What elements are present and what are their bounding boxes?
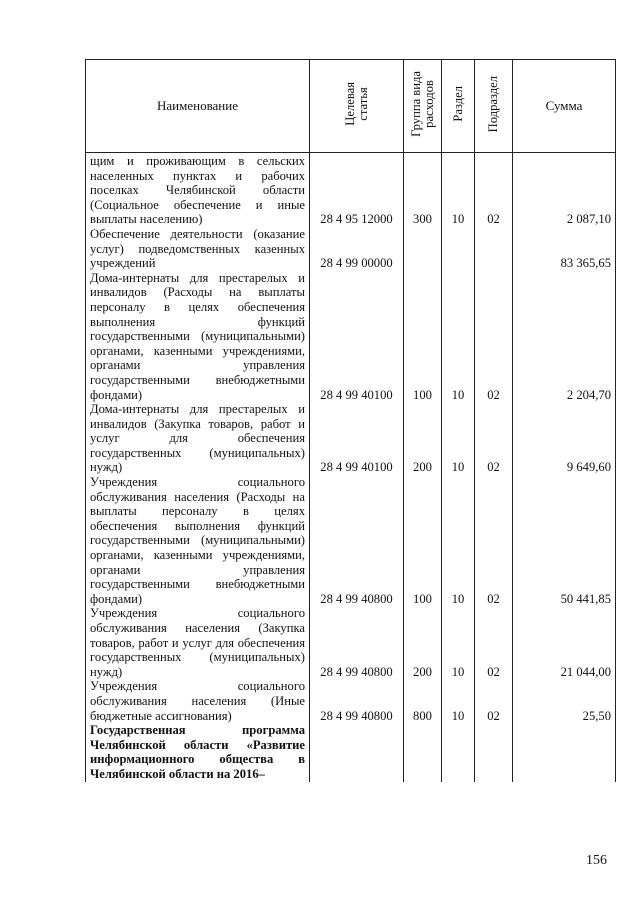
- row-name: Дома-интернаты для престарелых и инвалидов (Расходы на выплаты персоналу в целях обеспечения выполнения функций государственными (муниципальными) органами, казенными учреждениями, органами управления государственными внебюджетными фондами): [86, 271, 310, 402]
- row-amount: 9 649,60: [513, 402, 616, 475]
- table-row: [86, 475, 616, 606]
- header-target-article: Целевая статья: [310, 60, 404, 153]
- table-row: [86, 402, 616, 475]
- row-section: 10: [442, 606, 475, 679]
- row-section: 10: [442, 679, 475, 723]
- table-body: [86, 153, 616, 782]
- row-group: 200: [404, 606, 442, 679]
- row-name: щим и проживающим в сельских населенных пунктах и рабочих поселках Челябинской области (Социальное обеспечение и иные выплаты населению): [86, 153, 310, 227]
- row-subsection: 02: [475, 153, 513, 227]
- row-amount: 21 044,00: [513, 606, 616, 679]
- row-section: 10: [442, 153, 475, 227]
- header-section: Раздел: [442, 60, 475, 153]
- row-amount: 2 087,10: [513, 153, 616, 227]
- row-subsection: 02: [475, 271, 513, 402]
- row-code: 28 4 95 12000: [310, 153, 404, 227]
- row-section: 10: [442, 402, 475, 475]
- row-amount: 50 441,85: [513, 475, 616, 606]
- row-name: Учреждения социального обслуживания населения (Расходы на выплаты персоналу в целях обеспечения выполнения функций государственными (муниципальными) органами, казенными учреждениями, органами управления государственными внебюджетными фондами): [86, 475, 310, 606]
- table-row: [86, 227, 616, 271]
- row-group: 800: [404, 679, 442, 723]
- row-subsection: 02: [475, 606, 513, 679]
- row-subsection: 02: [475, 679, 513, 723]
- row-group: 100: [404, 475, 442, 606]
- row-amount: [513, 723, 616, 781]
- row-code: 28 4 99 00000: [310, 227, 404, 271]
- row-section: [442, 227, 475, 271]
- row-section: 10: [442, 475, 475, 606]
- row-amount: 25,50: [513, 679, 616, 723]
- table-row: [86, 606, 616, 679]
- row-code: 28 4 99 40100: [310, 271, 404, 402]
- row-code: 28 4 99 40800: [310, 606, 404, 679]
- row-name: Дома-интернаты для престарелых и инвалидов (Закупка товаров, работ и услуг для обеспечения государственных (муниципальных) нужд): [86, 402, 310, 475]
- row-code: 28 4 99 40800: [310, 679, 404, 723]
- table-row: [86, 723, 616, 781]
- row-name: Учреждения социального обслуживания населения (Закупка товаров, работ и услуг для обеспечения государственных (муниципальных) нужд): [86, 606, 310, 679]
- table-row: [86, 271, 616, 402]
- row-section: [442, 723, 475, 781]
- row-subsection: 02: [475, 475, 513, 606]
- row-group: [404, 227, 442, 271]
- row-subsection: 02: [475, 402, 513, 475]
- header-expense-group: Группа вида расходов: [404, 60, 442, 153]
- budget-table: [85, 59, 616, 782]
- page-number: 156: [586, 853, 607, 868]
- table-row: [86, 153, 616, 227]
- row-section: 10: [442, 271, 475, 402]
- row-group: 100: [404, 271, 442, 402]
- row-subsection: [475, 723, 513, 781]
- row-name: Обеспечение деятельности (оказание услуг) подведомственных казенных учреждений: [86, 227, 310, 271]
- row-code: 28 4 99 40100: [310, 402, 404, 475]
- row-group: 200: [404, 402, 442, 475]
- row-name-program-heading: Государственная программа Челябинской области «Развитие информационного общества в Челябинской области на 2016–: [86, 723, 310, 781]
- row-code: 28 4 99 40800: [310, 475, 404, 606]
- header-subsection: Подраздел: [475, 60, 513, 153]
- row-amount: 83 365,65: [513, 227, 616, 271]
- row-group: 300: [404, 153, 442, 227]
- header-amount: Сумма: [513, 60, 616, 153]
- row-code: [310, 723, 404, 781]
- table-row: [86, 679, 616, 723]
- row-subsection: [475, 227, 513, 271]
- row-amount: 2 204,70: [513, 271, 616, 402]
- table-header: [86, 60, 616, 153]
- row-name: Учреждения социального обслуживания населения (Иные бюджетные ассигнования): [86, 679, 310, 723]
- row-group: [404, 723, 442, 781]
- header-name: Наименование: [86, 60, 310, 153]
